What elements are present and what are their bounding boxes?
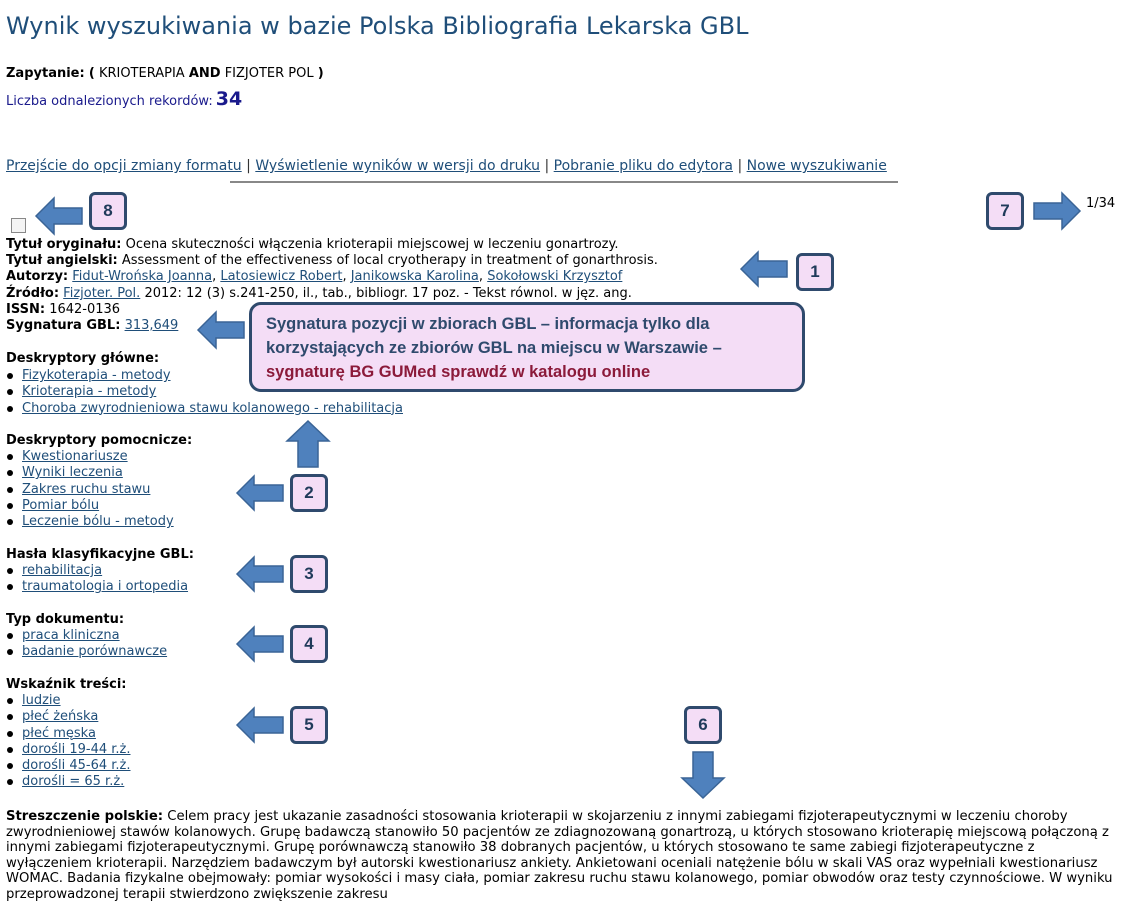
list-item xyxy=(6,774,131,790)
list-item xyxy=(6,482,174,498)
doctype-heading: Typ dokumentu: xyxy=(6,612,125,627)
content-indicator-link[interactable]: płeć męska xyxy=(22,725,96,741)
author-sep: , xyxy=(212,269,217,284)
arrow-left-icon xyxy=(237,708,283,742)
change-format-link[interactable]: Przejście do opcji zmiany formatu xyxy=(6,158,242,174)
arrow-down-icon xyxy=(682,752,724,798)
list-item xyxy=(6,449,174,465)
annotation-badge-6: 6 xyxy=(684,706,722,744)
content-indicator-list xyxy=(6,693,131,791)
list-item xyxy=(6,628,167,644)
descriptor-link[interactable]: Kwestionariusze xyxy=(22,449,128,464)
classification-link[interactable]: traumatologia i ortopedia xyxy=(22,579,189,595)
arrow-right-icon xyxy=(1034,193,1080,229)
descriptor-link[interactable]: Krioterapia - metody xyxy=(22,384,157,400)
list-item xyxy=(6,758,131,774)
source-label: Źródło: xyxy=(6,286,60,301)
author-link[interactable]: Janikowska Karolina xyxy=(350,269,479,284)
list-item xyxy=(6,579,188,595)
nav-separator: | xyxy=(544,158,550,174)
count-value: 34 xyxy=(215,88,243,110)
abstract-body: Celem pracy jest ukazanie zasadności stosowania krioterapii w skojarzeniu z innymi zabiegami fizjoterapeutycznymi w leczeniu choroby zwyrodnieniowej stawów kolanowych. Grupę badawczą stanowiło 50 pacjentów ze zdiagnozowaną gonartrozą, u których stosowano krioterapię miejscową połączoną z innymi zabiegami fizjoterapeutycznymi. Grupę porównawczą stanowiło 38 dobranych pacjentów, u których stosowano te same zabiegi fizjoterapeutyczne z wyłączeniem krioterapii. Narzędziem badawczym był autorski kwestionariusz ankiety. Ankietowani oceniali natężenie bólu w skali VAS oraz wypełniali kwestionariusz WOMAC. Badania fizykalne obejmowały: pomiar wysokości i masy ciała, pomiar zakresu ruchu stawu kolanowego, pomiar obwodów oraz testy czynnościowe. W wyniku przeprowadzonej terapii stwierdzono zwiększenie zakresu xyxy=(6,809,1113,902)
main-descriptors-heading: Deskryptory główne: xyxy=(6,351,160,366)
classification-link[interactable]: rehabilitacja xyxy=(22,563,103,578)
nav-separator: | xyxy=(737,158,743,174)
title-english-row xyxy=(6,253,658,269)
sygnatura-label: Sygnatura GBL: xyxy=(6,318,121,333)
sygnatura-link[interactable]: 313,649 xyxy=(124,318,179,333)
print-version-link[interactable]: Wyświetlenie wyników w wersji do druku xyxy=(255,158,541,174)
abstract-text xyxy=(6,809,1118,903)
issn-value: 1642-0136 xyxy=(49,302,121,317)
annotation-badge-2: 2 xyxy=(290,474,328,512)
arrow-left-icon xyxy=(237,627,283,661)
arrow-up-icon xyxy=(287,421,329,467)
arrow-left-icon xyxy=(237,476,283,510)
issn-label: ISSN: xyxy=(6,302,46,317)
source-details: 2012: 12 (3) s.241-250, il., tab., bibliogr. 17 poz. - Tekst równol. w jęz. ang. xyxy=(144,286,632,301)
arrow-left-icon xyxy=(198,312,244,348)
list-item xyxy=(6,563,188,579)
aux-descriptors-heading: Deskryptory pomocnicze: xyxy=(6,433,193,448)
descriptor-link[interactable]: Choroba zwyrodnieniowa stawu kolanowego - rehabilitacja xyxy=(22,400,403,416)
list-item xyxy=(6,514,174,530)
journal-link[interactable]: Fizjoter. Pol. xyxy=(63,286,141,301)
new-search-link[interactable]: Nowe wyszukiwanie xyxy=(746,158,887,174)
callout-line-1: Sygnatura pozycji w zbiorach GBL – informacja tylko dla xyxy=(266,315,710,333)
title-original-row xyxy=(6,237,618,253)
author-link[interactable]: Latosiewicz Robert xyxy=(220,269,343,284)
page-title: Wynik wyszukiwania w bazie Polska Bibliografia Lekarska GBL xyxy=(6,12,749,40)
source-row xyxy=(6,286,632,302)
query-term-1: KRIOTERAPIA xyxy=(98,66,185,81)
record-select-checkbox[interactable] xyxy=(11,218,26,233)
author-sep: , xyxy=(478,269,484,284)
divider xyxy=(230,181,898,183)
classification-heading: Hasła klasyfikacyjne GBL: xyxy=(6,547,194,562)
annotation-badge-8: 8 xyxy=(89,192,127,230)
descriptor-link[interactable]: Zakres ruchu stawu xyxy=(22,481,151,497)
annotation-badge-3: 3 xyxy=(290,555,328,593)
author-link[interactable]: Fidut-Wrońska Joanna xyxy=(72,269,213,284)
author-link[interactable]: Sokołowski Krzysztof xyxy=(487,269,623,284)
list-item xyxy=(6,401,403,417)
callout-line-3: sygnaturę BG GUMed sprawdź w katalogu online xyxy=(266,363,651,381)
query-paren-close: ) xyxy=(317,66,324,81)
list-item xyxy=(6,693,131,709)
descriptor-link[interactable]: Wyniki leczenia xyxy=(22,465,123,481)
authors-row xyxy=(6,269,622,285)
abstract-label: Streszczenie polskie: xyxy=(6,809,164,824)
annotation-badge-1: 1 xyxy=(796,253,834,291)
nav-separator: | xyxy=(246,158,251,174)
content-indicator-link[interactable]: dorośli 45-64 r.ż. xyxy=(22,758,131,774)
title-english-label: Tytuł angielski: xyxy=(6,253,118,268)
query-line xyxy=(6,66,324,81)
query-paren-open: ( xyxy=(88,66,95,81)
author-sep: , xyxy=(342,269,347,284)
sygnatura-row xyxy=(6,318,178,334)
doctype-list xyxy=(6,628,167,661)
content-indicator-heading: Wskaźnik treści: xyxy=(6,677,127,692)
list-item xyxy=(6,644,167,660)
classification-list xyxy=(6,563,188,596)
title-english: Assessment of the effectiveness of local cryotherapy in treatment of gonarthrosis. xyxy=(121,253,658,268)
annotation-badge-7: 7 xyxy=(986,192,1024,230)
arrow-left-icon xyxy=(36,198,82,234)
content-indicator-link[interactable]: ludzie xyxy=(22,693,61,708)
list-item xyxy=(6,726,131,742)
arrow-left-icon xyxy=(741,252,787,286)
content-indicator-link[interactable]: dorośli 19-44 r.ż. xyxy=(22,741,131,757)
annotation-badge-5: 5 xyxy=(290,706,328,744)
record-count xyxy=(6,88,242,110)
descriptor-link[interactable]: Fizykoterapia - metody xyxy=(22,368,171,383)
content-indicator-link[interactable]: dorośli = 65 r.ż. xyxy=(22,774,125,790)
doctype-link[interactable]: praca kliniczna xyxy=(22,628,120,643)
list-item xyxy=(6,742,131,758)
record-pager: 1/34 xyxy=(1086,196,1116,211)
list-item xyxy=(6,465,174,481)
query-operator: AND xyxy=(188,66,221,81)
annotation-badge-4: 4 xyxy=(290,625,328,663)
descriptor-link[interactable]: Leczenie bólu - metody xyxy=(22,514,174,530)
title-original: Ocena skuteczności włączenia krioterapii miejscowej w leczeniu gonartrozy. xyxy=(125,237,619,252)
authors-label: Autorzy: xyxy=(6,269,69,284)
aux-descriptors-list xyxy=(6,449,174,530)
list-item xyxy=(6,709,131,725)
callout-line-2: korzystających ze zbiorów GBL na miejscu w Warszawie – xyxy=(266,339,722,357)
query-label: Zapytanie: xyxy=(6,66,85,81)
title-original-label: Tytuł oryginału: xyxy=(6,237,122,252)
list-item xyxy=(6,498,174,514)
issn-row xyxy=(6,302,120,318)
descriptor-link[interactable]: Pomiar bólu xyxy=(22,497,100,513)
content-indicator-link[interactable]: płeć żeńska xyxy=(22,709,99,725)
doctype-link[interactable]: badanie porównawcze xyxy=(22,644,168,660)
nav-links xyxy=(6,158,887,174)
download-file-link[interactable]: Pobranie pliku do edytora xyxy=(553,158,733,174)
query-term-2: FIZJOTER POL xyxy=(224,66,314,81)
arrow-left-icon xyxy=(237,557,283,591)
count-label: Liczba odnalezionych rekordów: xyxy=(6,94,213,109)
sygnatura-callout xyxy=(249,302,805,392)
